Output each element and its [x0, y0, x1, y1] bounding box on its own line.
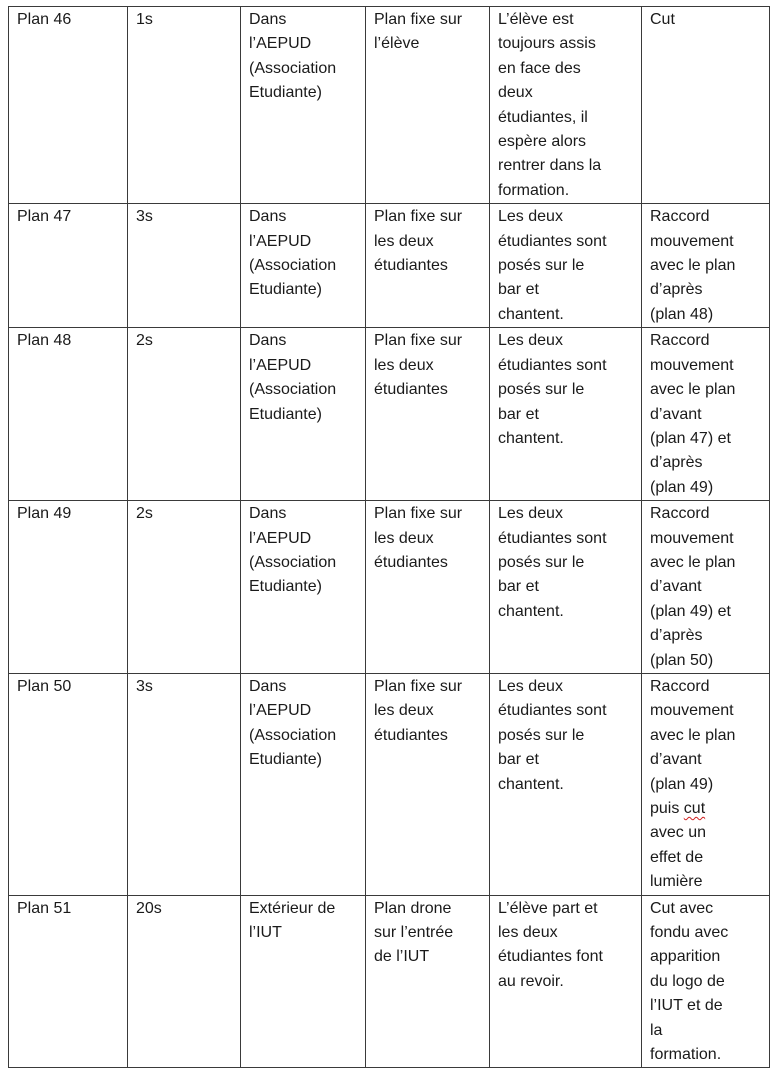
- action-cell: [490, 895, 642, 1068]
- framing-cell: [366, 673, 490, 895]
- location: Extérieur de l’IUT: [249, 899, 336, 942]
- location: Dans l’AEPUD (Association Etudiante): [249, 677, 337, 769]
- duration: 3s: [136, 208, 153, 226]
- duration: 20s: [136, 899, 162, 917]
- transition: Raccord mouvement avec le plan d’avant (plan 47) et d’après (plan 49): [650, 332, 736, 496]
- framing: Plan fixe sur l’élève: [374, 11, 463, 53]
- action-cell: [490, 328, 642, 501]
- location-cell: [241, 673, 366, 895]
- transition: [650, 678, 735, 890]
- location-cell: [241, 501, 366, 674]
- table-row: [9, 501, 770, 674]
- framing-cell: [366, 7, 490, 204]
- duration-cell: [128, 7, 241, 204]
- transition: Raccord mouvement avec le plan d’avant (plan 49) et d’après (plan 50): [650, 505, 736, 669]
- transition: Raccord mouvement avec le plan d’après (plan 48): [650, 208, 736, 323]
- transition-cell: [642, 328, 770, 501]
- location: Dans l’AEPUD (Association Etudiante): [249, 505, 337, 596]
- plan-number: Plan 49: [17, 505, 72, 523]
- plan-number-cell: [9, 673, 128, 895]
- plan-number: Plan 48: [17, 332, 72, 350]
- table-row: [9, 673, 770, 895]
- framing-cell: [366, 204, 490, 328]
- storyboard-table: [8, 6, 770, 1068]
- location-cell: [241, 7, 366, 204]
- location: Dans l’AEPUD (Association Etudiante): [249, 11, 337, 102]
- action: L’élève part et les deux étudiantes font au revoir.: [498, 899, 603, 990]
- framing-cell: [366, 895, 490, 1068]
- location: Dans l’AEPUD (Association Etudiante): [249, 332, 337, 423]
- transition-cell: [642, 673, 770, 895]
- location: Dans l’AEPUD (Association Etudiante): [249, 208, 337, 299]
- action: Les deux étudiantes sont posés sur le bar et chantent.: [498, 505, 607, 620]
- plan-number: Plan 50: [17, 677, 72, 695]
- action: Les deux étudiantes sont posés sur le bar et chantent.: [498, 677, 607, 793]
- plan-number-cell: [9, 501, 128, 674]
- action: Les deux étudiantes sont posés sur le bar et chantent.: [498, 208, 607, 323]
- action-cell: [490, 7, 642, 204]
- duration: 1s: [136, 11, 153, 28]
- framing-cell: [366, 501, 490, 674]
- plan-number-cell: [9, 895, 128, 1068]
- duration: 2s: [136, 505, 153, 523]
- transition-cell: [642, 204, 770, 328]
- spellcheck-flagged-word: cut: [683, 800, 706, 817]
- transition-cell: [642, 7, 770, 204]
- action-cell: [490, 673, 642, 895]
- framing: Plan fixe sur les deux étudiantes: [374, 677, 463, 744]
- plan-number-cell: [9, 328, 128, 501]
- action: L’élève est toujours assis en face des deux étudiantes, il espère alors rentrer dans la formation.: [498, 11, 602, 199]
- plan-number: Plan 47: [17, 208, 72, 226]
- action-cell: [490, 501, 642, 674]
- transition-cell: [642, 501, 770, 674]
- location-cell: [241, 895, 366, 1068]
- location-cell: [241, 204, 366, 328]
- framing-cell: [366, 328, 490, 501]
- action-cell: [490, 204, 642, 328]
- framing: Plan fixe sur les deux étudiantes: [374, 208, 463, 275]
- table-row: [9, 204, 770, 328]
- transition: Cut: [650, 11, 675, 28]
- duration-cell: [128, 328, 241, 501]
- duration-cell: [128, 895, 241, 1068]
- table-row: [9, 328, 770, 501]
- transition: Cut avec fondu avec apparition du logo de l’IUT et de la formation.: [650, 899, 729, 1064]
- duration: 2s: [136, 332, 153, 350]
- transition-cell: [642, 895, 770, 1068]
- plan-number: Plan 51: [17, 899, 72, 917]
- duration-cell: [128, 501, 241, 674]
- duration-cell: [128, 204, 241, 328]
- framing: Plan fixe sur les deux étudiantes: [374, 332, 463, 399]
- plan-number-cell: [9, 7, 128, 204]
- table-row: [9, 895, 770, 1068]
- duration-cell: [128, 673, 241, 895]
- action: Les deux étudiantes sont posés sur le bar et chantent.: [498, 332, 607, 447]
- location-cell: [241, 328, 366, 501]
- plan-number: Plan 46: [17, 11, 72, 28]
- plan-number-cell: [9, 204, 128, 328]
- framing: Plan fixe sur les deux étudiantes: [374, 505, 463, 571]
- duration: 3s: [136, 677, 153, 695]
- transition-part-a: Raccord mouvement avec le plan d’avant (plan 49) puis: [650, 677, 736, 817]
- framing: Plan drone sur l’entrée de l’IUT: [374, 899, 454, 966]
- table-row: [9, 7, 770, 204]
- transition-part-b: avec un effet de lumière: [650, 824, 707, 891]
